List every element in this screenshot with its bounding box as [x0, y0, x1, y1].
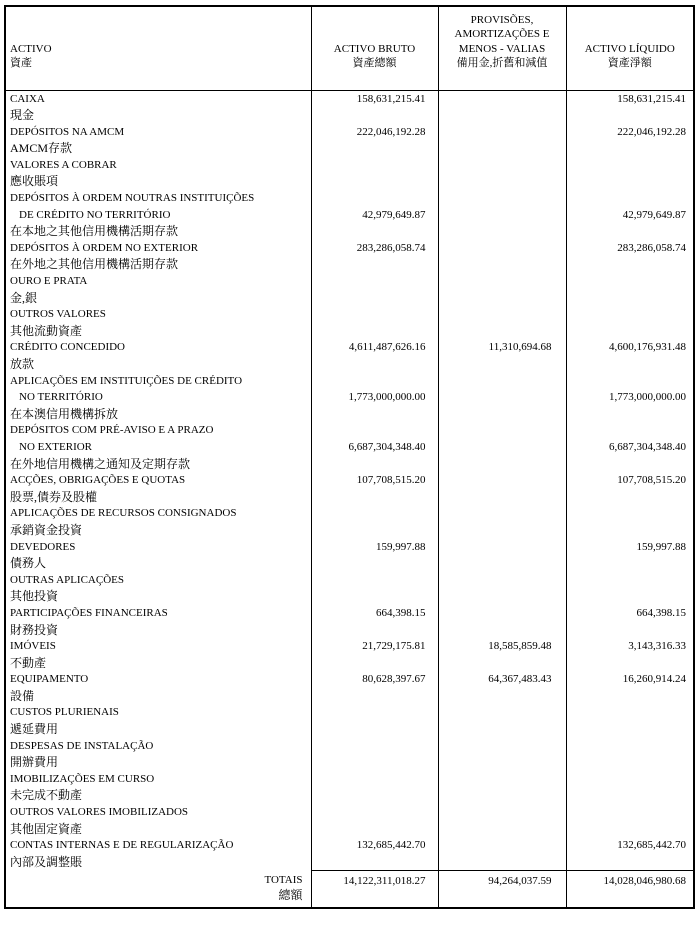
row-label: DE CRÉDITO NO TERRITÓRIO — [19, 208, 171, 221]
row-label: OUTROS VALORES — [10, 308, 106, 321]
cell-activo-bruto: 283,286,058.74 — [311, 240, 438, 257]
cell-activo-liquido — [566, 406, 694, 423]
cell-activo-liquido — [566, 522, 694, 539]
cell-provisoes — [438, 439, 566, 456]
assets-table — [4, 5, 695, 909]
cell-activo-bruto — [311, 157, 438, 174]
table-row — [5, 489, 694, 506]
table-row — [5, 622, 694, 639]
row-label: 未完成不動產 — [10, 788, 83, 803]
row-label: VALORES A COBRAR — [10, 158, 117, 171]
cell-activo-liquido: 4,600,176,931.48 — [566, 339, 694, 356]
row-label: APLICAÇÕES EM INSTITUIÇÕES DE CRÉDITO — [10, 374, 243, 387]
cell-activo-bruto — [311, 721, 438, 738]
row-label: 開辦費用 — [10, 755, 59, 770]
table-row — [5, 671, 694, 688]
table-row — [5, 223, 694, 240]
cell-provisoes — [438, 356, 566, 373]
cell-activo-liquido — [566, 273, 694, 290]
cell-provisoes — [438, 306, 566, 323]
cell-activo-bruto — [311, 107, 438, 124]
cell-provisoes — [438, 140, 566, 157]
row-label: 股票,債券及股權 — [10, 489, 98, 504]
cell-activo-bruto — [311, 854, 438, 871]
table-body — [5, 90, 694, 870]
table-row — [5, 787, 694, 804]
cell-activo-liquido — [566, 771, 694, 788]
cell-activo-bruto: 80,628,397.67 — [311, 671, 438, 688]
cell-activo-bruto — [311, 688, 438, 705]
table-row — [5, 522, 694, 539]
cell-activo-liquido — [566, 290, 694, 307]
cell-activo-liquido — [566, 456, 694, 473]
cell-activo-liquido: 283,286,058.74 — [566, 240, 694, 257]
totals-activo-bruto: 14,122,311,018.27 — [311, 870, 438, 908]
cell-activo-bruto — [311, 406, 438, 423]
table-row — [5, 704, 694, 721]
cell-provisoes — [438, 754, 566, 771]
cell-activo-liquido — [566, 323, 694, 340]
cell-activo-liquido: 132,685,442.70 — [566, 837, 694, 854]
totals-activo-liquido: 14,028,046,980.68 — [566, 870, 694, 908]
row-label: PARTICIPAÇÕES FINANCEIRAS — [10, 606, 168, 619]
row-label: 現金 — [10, 108, 35, 123]
cell-activo-liquido — [566, 588, 694, 605]
cell-activo-liquido — [566, 505, 694, 522]
row-label: 財務投資 — [10, 622, 59, 637]
cell-activo-bruto — [311, 655, 438, 672]
cell-provisoes — [438, 290, 566, 307]
table-row — [5, 173, 694, 190]
cell-activo-bruto: 1,773,000,000.00 — [311, 389, 438, 406]
cell-activo-bruto — [311, 738, 438, 755]
cell-provisoes — [438, 489, 566, 506]
header-row — [5, 6, 694, 90]
cell-activo-bruto — [311, 223, 438, 240]
row-label: NO TERRITÓRIO — [19, 391, 103, 404]
cell-activo-bruto: 4,611,487,626.16 — [311, 339, 438, 356]
cell-activo-bruto — [311, 140, 438, 157]
cell-provisoes — [438, 124, 566, 141]
cell-activo-bruto — [311, 771, 438, 788]
cell-activo-bruto — [311, 787, 438, 804]
table-row — [5, 821, 694, 838]
cell-activo-bruto — [311, 572, 438, 589]
cell-provisoes — [438, 605, 566, 622]
cell-activo-liquido — [566, 140, 694, 157]
table-row — [5, 207, 694, 224]
cell-activo-liquido — [566, 157, 694, 174]
cell-activo-bruto — [311, 273, 438, 290]
table-row — [5, 655, 694, 672]
cell-activo-liquido: 107,708,515.20 — [566, 472, 694, 489]
cell-activo-bruto — [311, 290, 438, 307]
row-label: 在外地信用機構之通知及定期存款 — [10, 456, 191, 471]
cell-activo-liquido — [566, 854, 694, 871]
cell-activo-bruto — [311, 704, 438, 721]
cell-activo-liquido: 6,687,304,348.40 — [566, 439, 694, 456]
cell-activo-bruto — [311, 306, 438, 323]
cell-activo-bruto — [311, 256, 438, 273]
cell-activo-liquido — [566, 572, 694, 589]
cell-activo-liquido — [566, 223, 694, 240]
row-label: OUTROS VALORES IMOBILIZADOS — [10, 806, 189, 819]
cell-activo-liquido — [566, 555, 694, 572]
cell-activo-bruto — [311, 821, 438, 838]
row-label: APLICAÇÕES DE RECURSOS CONSIGNADOS — [10, 507, 237, 520]
cell-provisoes — [438, 323, 566, 340]
cell-provisoes — [438, 190, 566, 207]
table-row — [5, 422, 694, 439]
cell-activo-liquido — [566, 489, 694, 506]
row-label: IMOBILIZAÇÕES EM CURSO — [10, 772, 155, 785]
cell-activo-bruto — [311, 456, 438, 473]
col-header-provisoes: PROVISÕES, AMORTIZAÇÕES E MENOS - VALIAS 備用金,折舊和減值 — [438, 6, 566, 90]
cell-provisoes — [438, 588, 566, 605]
cell-activo-bruto: 132,685,442.70 — [311, 837, 438, 854]
table-row — [5, 754, 694, 771]
cell-activo-bruto — [311, 588, 438, 605]
cell-provisoes — [438, 157, 566, 174]
cell-provisoes — [438, 406, 566, 423]
table-row — [5, 804, 694, 821]
cell-provisoes — [438, 688, 566, 705]
cell-provisoes — [438, 207, 566, 224]
cell-activo-bruto: 222,046,192.28 — [311, 124, 438, 141]
table-row — [5, 555, 694, 572]
table-row — [5, 90, 694, 107]
cell-activo-bruto — [311, 489, 438, 506]
table-row — [5, 306, 694, 323]
row-label: AMCM存款 — [10, 141, 73, 156]
row-label: NO EXTERIOR — [19, 440, 93, 453]
table-row — [5, 273, 694, 290]
table-row — [5, 837, 694, 854]
row-label: OUTRAS APLICAÇÕES — [10, 573, 124, 586]
row-label: 承銷資金投資 — [10, 522, 83, 537]
cell-activo-liquido: 222,046,192.28 — [566, 124, 694, 141]
row-label: CRÉDITO CONCEDIDO — [10, 341, 125, 354]
table-row — [5, 323, 694, 340]
table-row — [5, 539, 694, 556]
cell-activo-liquido — [566, 306, 694, 323]
cell-activo-liquido — [566, 190, 694, 207]
cell-activo-bruto — [311, 356, 438, 373]
cell-activo-liquido: 664,398.15 — [566, 605, 694, 622]
table-row — [5, 605, 694, 622]
cell-activo-bruto — [311, 555, 438, 572]
cell-activo-liquido — [566, 373, 694, 390]
cell-provisoes — [438, 704, 566, 721]
totals-label — [5, 870, 311, 908]
cell-provisoes: 64,367,483.43 — [438, 671, 566, 688]
cell-provisoes — [438, 821, 566, 838]
table-row — [5, 439, 694, 456]
row-label: 其他流動資產 — [10, 323, 83, 338]
totals-row — [5, 870, 694, 908]
cell-activo-liquido — [566, 622, 694, 639]
totals-label-zh: 總額 — [278, 888, 303, 903]
cell-provisoes: 11,310,694.68 — [438, 339, 566, 356]
row-label: 其他固定資產 — [10, 821, 83, 836]
table-row — [5, 290, 694, 307]
cell-activo-liquido: 1,773,000,000.00 — [566, 389, 694, 406]
table-row — [5, 339, 694, 356]
cell-provisoes — [438, 389, 566, 406]
table-row — [5, 124, 694, 141]
table-row — [5, 572, 694, 589]
table-row — [5, 688, 694, 705]
cell-provisoes — [438, 738, 566, 755]
cell-activo-liquido — [566, 804, 694, 821]
row-label: 設備 — [10, 688, 35, 703]
cell-provisoes — [438, 522, 566, 539]
cell-activo-liquido — [566, 754, 694, 771]
row-label: 內部及調整賬 — [10, 854, 83, 869]
row-label: CAIXA — [10, 92, 45, 105]
row-label: DEVEDORES — [10, 540, 76, 553]
table-row — [5, 157, 694, 174]
cell-activo-liquido — [566, 256, 694, 273]
cell-activo-liquido — [566, 787, 694, 804]
cell-activo-bruto: 107,708,515.20 — [311, 472, 438, 489]
cell-provisoes — [438, 622, 566, 639]
cell-activo-liquido: 158,631,215.41 — [566, 90, 694, 107]
cell-activo-liquido: 159,997.88 — [566, 539, 694, 556]
table-row — [5, 107, 694, 124]
table-row — [5, 373, 694, 390]
table-row — [5, 240, 694, 257]
row-label: ACÇÕES, OBRIGAÇÕES E QUOTAS — [10, 474, 186, 487]
cell-activo-liquido: 16,260,914.24 — [566, 671, 694, 688]
table-row — [5, 721, 694, 738]
cell-activo-liquido — [566, 356, 694, 373]
cell-activo-bruto — [311, 373, 438, 390]
table-row — [5, 190, 694, 207]
cell-provisoes — [438, 240, 566, 257]
cell-activo-bruto — [311, 754, 438, 771]
row-label: 在本地之其他信用機構活期存款 — [10, 224, 179, 239]
cell-provisoes — [438, 655, 566, 672]
row-label: DEPÓSITOS À ORDEM NOUTRAS INSTITUIÇÕES — [10, 192, 255, 205]
cell-provisoes — [438, 173, 566, 190]
cell-activo-liquido: 42,979,649.87 — [566, 207, 694, 224]
row-label: IMÓVEIS — [10, 640, 56, 653]
cell-provisoes — [438, 837, 566, 854]
row-label: DEPÓSITOS COM PRÉ-AVISO E A PRAZO — [10, 424, 214, 437]
row-label: CONTAS INTERNAS E DE REGULARIZAÇÃO — [10, 839, 234, 852]
cell-activo-bruto — [311, 323, 438, 340]
cell-activo-liquido — [566, 173, 694, 190]
cell-activo-bruto: 6,687,304,348.40 — [311, 439, 438, 456]
row-label: DEPÓSITOS NA AMCM — [10, 125, 125, 138]
table-row — [5, 738, 694, 755]
cell-activo-bruto — [311, 190, 438, 207]
row-label: 金,銀 — [10, 290, 38, 305]
table-row — [5, 472, 694, 489]
cell-activo-bruto — [311, 522, 438, 539]
cell-activo-bruto — [311, 804, 438, 821]
cell-activo-bruto: 158,631,215.41 — [311, 90, 438, 107]
row-label: EQUIPAMENTO — [10, 673, 89, 686]
cell-activo-bruto — [311, 173, 438, 190]
cell-provisoes — [438, 472, 566, 489]
cell-activo-liquido — [566, 721, 694, 738]
row-label: OURO E PRATA — [10, 275, 88, 288]
cell-activo-liquido — [566, 738, 694, 755]
cell-activo-liquido — [566, 821, 694, 838]
table-row — [5, 456, 694, 473]
totals-provisoes: 94,264,037.59 — [438, 870, 566, 908]
cell-provisoes — [438, 422, 566, 439]
col-header-activo-liquido: ACTIVO LÍQUIDO 資產淨額 — [566, 6, 694, 90]
row-label: 債務人 — [10, 556, 47, 571]
cell-activo-liquido: 3,143,316.33 — [566, 638, 694, 655]
row-label: 在本澳信用機構拆放 — [10, 406, 119, 421]
cell-provisoes — [438, 771, 566, 788]
cell-provisoes — [438, 90, 566, 107]
row-label: DEPÓSITOS À ORDEM NO EXTERIOR — [10, 241, 199, 254]
table-row — [5, 771, 694, 788]
cell-activo-bruto: 21,729,175.81 — [311, 638, 438, 655]
cell-activo-liquido — [566, 655, 694, 672]
cell-provisoes — [438, 256, 566, 273]
row-label: CUSTOS PLURIENAIS — [10, 706, 119, 719]
table-row — [5, 638, 694, 655]
cell-provisoes — [438, 555, 566, 572]
cell-provisoes: 18,585,859.48 — [438, 638, 566, 655]
cell-provisoes — [438, 223, 566, 240]
row-label: DESPESAS DE INSTALAÇÃO — [10, 739, 154, 752]
cell-provisoes — [438, 721, 566, 738]
cell-provisoes — [438, 854, 566, 871]
cell-provisoes — [438, 456, 566, 473]
row-label: 放款 — [10, 357, 35, 371]
cell-activo-liquido — [566, 704, 694, 721]
cell-activo-bruto: 159,997.88 — [311, 539, 438, 556]
table-row — [5, 588, 694, 605]
cell-activo-bruto — [311, 422, 438, 439]
cell-activo-liquido — [566, 107, 694, 124]
table-row — [5, 406, 694, 423]
row-label: 在外地之其他信用機構活期存款 — [10, 257, 179, 272]
col-header-activo-bruto: ACTIVO BRUTO 資產總額 — [311, 6, 438, 90]
cell-activo-bruto: 664,398.15 — [311, 605, 438, 622]
cell-provisoes — [438, 804, 566, 821]
cell-provisoes — [438, 107, 566, 124]
row-label: 其他投資 — [10, 589, 59, 604]
row-label: 不動產 — [10, 655, 47, 670]
cell-provisoes — [438, 373, 566, 390]
table-row — [5, 505, 694, 522]
totals-label-pt: TOTAIS — [264, 874, 303, 887]
cell-activo-liquido — [566, 422, 694, 439]
cell-provisoes — [438, 787, 566, 804]
cell-activo-bruto — [311, 622, 438, 639]
table-row — [5, 356, 694, 373]
cell-activo-bruto: 42,979,649.87 — [311, 207, 438, 224]
table-row — [5, 854, 694, 871]
row-label: 應收賬項 — [10, 174, 59, 189]
cell-provisoes — [438, 505, 566, 522]
row-label: 遞延費用 — [10, 722, 59, 737]
table-row — [5, 389, 694, 406]
cell-activo-liquido — [566, 688, 694, 705]
col-header-activo: ACTIVO 資產 — [5, 6, 311, 90]
cell-provisoes — [438, 572, 566, 589]
cell-provisoes — [438, 273, 566, 290]
cell-activo-bruto — [311, 505, 438, 522]
table-row — [5, 140, 694, 157]
table-row — [5, 256, 694, 273]
cell-provisoes — [438, 539, 566, 556]
